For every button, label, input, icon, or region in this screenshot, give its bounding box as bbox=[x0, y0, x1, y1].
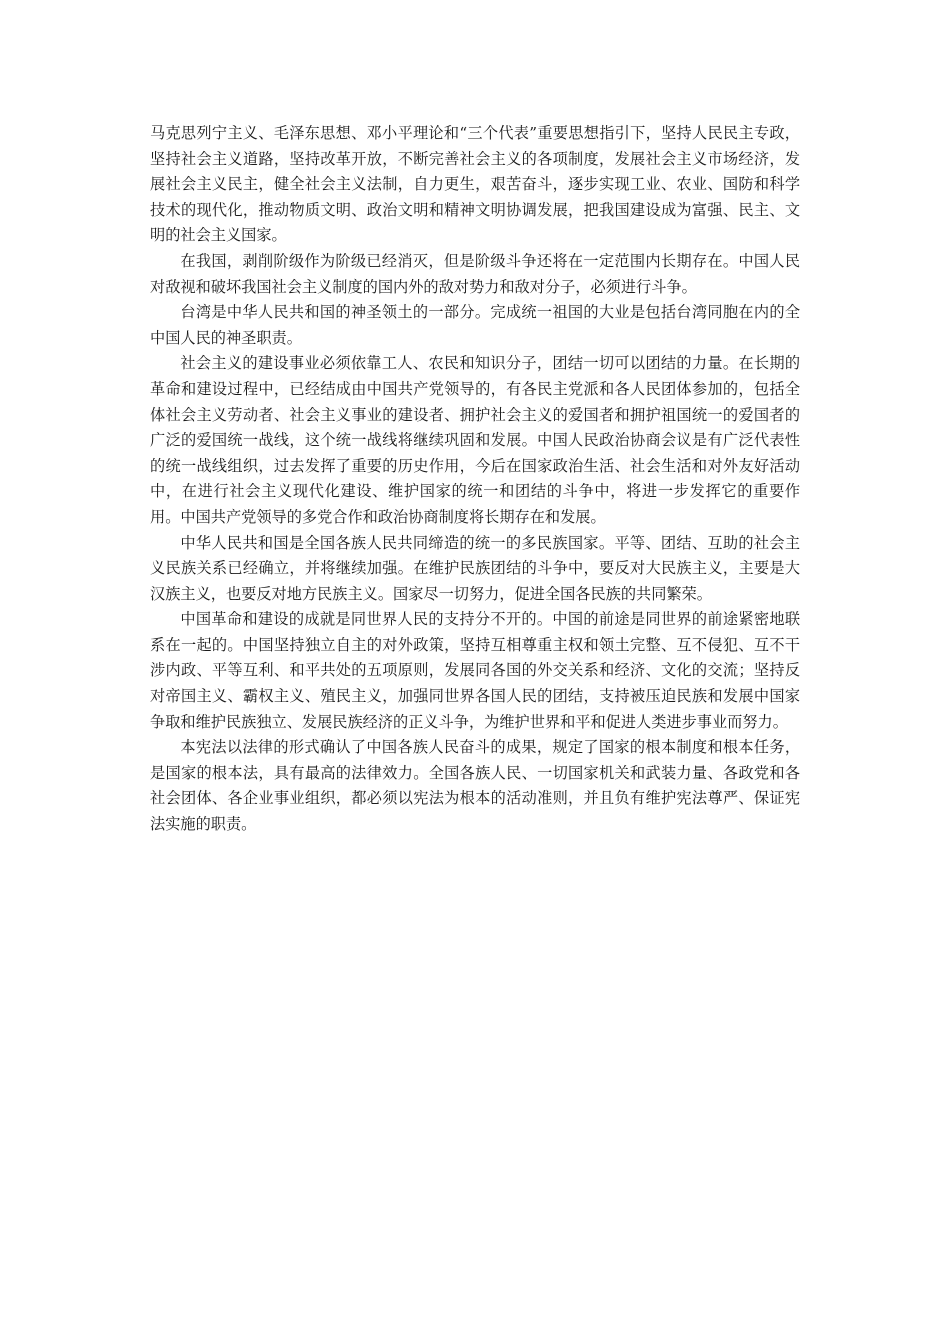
paragraph-continued: 马克思列宁主义、毛泽东思想、邓小平理论和“三个代表”重要思想指引下，坚持人民民主专政，坚持社会主义道路，坚持改革开放，不断完善社会主义的各项制度，发展社会主义市场经济，发展社会主义民主，健全社会主义法制，自力更生，艰苦奋斗，逐步实现工业、农业、国防和科学技术的现代化，推动物质文明、政治文明和精神文明协调发展，把我国建设成为富强、民主、文明的社会主义国家。 bbox=[150, 124, 800, 245]
paragraph: 中国革命和建设的成就是同世界人民的支持分不开的。中国的前途是同世界的前途紧密地联系在一起的。中国坚持独立自主的对外政策，坚持互相尊重主权和领土完整、互不侵犯、互不干涉内政、平等互利、和平共处的五项原则，发展同各国的外交关系和经济、文化的交流；坚持反对帝国主义、霸权主义、殖民主义，加强同世界各国人民的团结，支持被压迫民族和发展中国家争取和维护民族独立、发展民族经济的正义斗争，为维护世界和平和促进人类进步事业而努力。 bbox=[150, 610, 800, 731]
paragraph: 中华人民共和国是全国各族人民共同缔造的统一的多民族国家。平等、团结、互助的社会主义民族关系已经确立，并将继续加强。在维护民族团结的斗争中，要反对大民族主义，主要是大汉族主义，也要反对地方民族主义。国家尽一切努力，促进全国各民族的共同繁荣。 bbox=[150, 533, 800, 603]
body-text bbox=[150, 121, 800, 838]
paragraph: 台湾是中华人民共和国的神圣领土的一部分。完成统一祖国的大业是包括台湾同胞在内的全中国人民的神圣职责。 bbox=[150, 303, 800, 347]
paragraph: 本宪法以法律的形式确认了中国各族人民奋斗的成果，规定了国家的根本制度和根本任务，是国家的根本法，具有最高的法律效力。全国各族人民、一切国家机关和武装力量、各政党和各社会团体、各企业事业组织，都必须以宪法为根本的活动准则，并且负有维护宪法尊严、保证宪法实施的职责。 bbox=[150, 738, 800, 834]
paragraph: 在我国，剥削阶级作为阶级已经消灭，但是阶级斗争还将在一定范围内长期存在。中国人民对敌视和破坏我国社会主义制度的国内外的敌对势力和敌对分子，必须进行斗争。 bbox=[150, 251, 800, 296]
paragraph: 社会主义的建设事业必须依靠工人、农民和知识分子，团结一切可以团结的力量。在长期的革命和建设过程中，已经结成由中国共产党领导的，有各民主党派和各人民团体参加的，包括全体社会主义劳动者、社会主义事业的建设者、拥护社会主义的爱国者和拥护祖国统一的爱国者的广泛的爱国统一战线，这个统一战线将继续巩固和发展。中国人民政治协商会议是有广泛代表性的统一战线组织，过去发挥了重要的历史作用，今后在国家政治生活、社会生活和对外友好活动中，在进行社会主义现代化建设、维护国家的统一和团结的斗争中，将进一步发挥它的重要作用。中国共产党领导的多党合作和政治协商制度将长期存在和发展。 bbox=[150, 354, 800, 526]
